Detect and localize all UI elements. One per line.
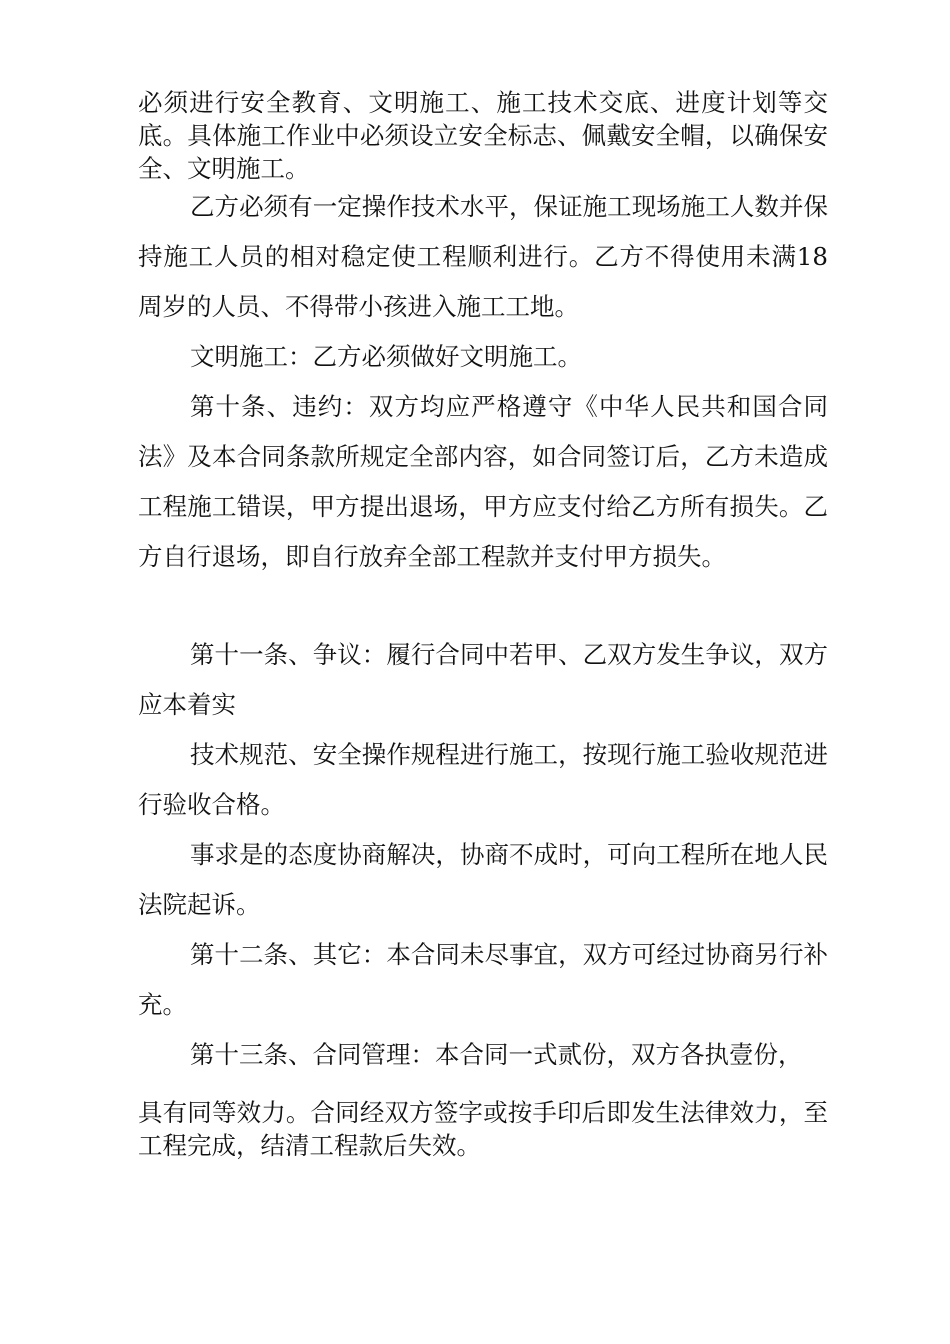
paragraph-legal-effect: 具有同等效力。合同经双方签字或按手印后即发生法律效力，至工程完成，结清工程款后失效。 <box>138 1098 828 1160</box>
paragraph-technical-level: 乙方必须有一定操作技术水平，保证施工现场施工人数并保持施工人员的相对稳定使工程顺利进行。乙方不得使用未满18周岁的人员、不得带小孩进入施工工地。 <box>138 192 828 321</box>
paragraph-article-12-other: 第十二条、其它：本合同未尽事宜，双方可经过协商另行补充。 <box>138 940 828 1019</box>
paragraph-safety-education: 必须进行安全教育、文明施工、施工技术交底、进度计划等交底。具体施工作业中必须设立安全标志、佩戴安全帽，以确保安全、文明施工。 <box>138 88 828 183</box>
paragraph-article-11-dispute: 第十一条、争议：履行合同中若甲、乙双方发生争议，双方应本着实 <box>138 640 828 719</box>
paragraph-article-10-breach: 第十条、违约：双方均应严格遵守《中华人民共和国合同法》及本合同条款所规定全部内容，如合同签订后，乙方未造成工程施工错误，甲方提出退场，甲方应支付给乙方所有损失。乙方自行退场，即自行放弃全部工程款并支付甲方损失。 <box>138 392 828 571</box>
paragraph-technical-standards: 技术规范、安全操作规程进行施工，按现行施工验收规范进行验收合格。 <box>138 740 828 819</box>
paragraph-civilized-construction: 文明施工：乙方必须做好文明施工。 <box>190 342 582 371</box>
paragraph-dispute-resolution: 事求是的态度协商解决，协商不成时，可向工程所在地人民法院起诉。 <box>138 840 828 919</box>
paragraph-article-13-management: 第十三条、合同管理：本合同一式贰份，双方各执壹份， <box>190 1040 803 1069</box>
